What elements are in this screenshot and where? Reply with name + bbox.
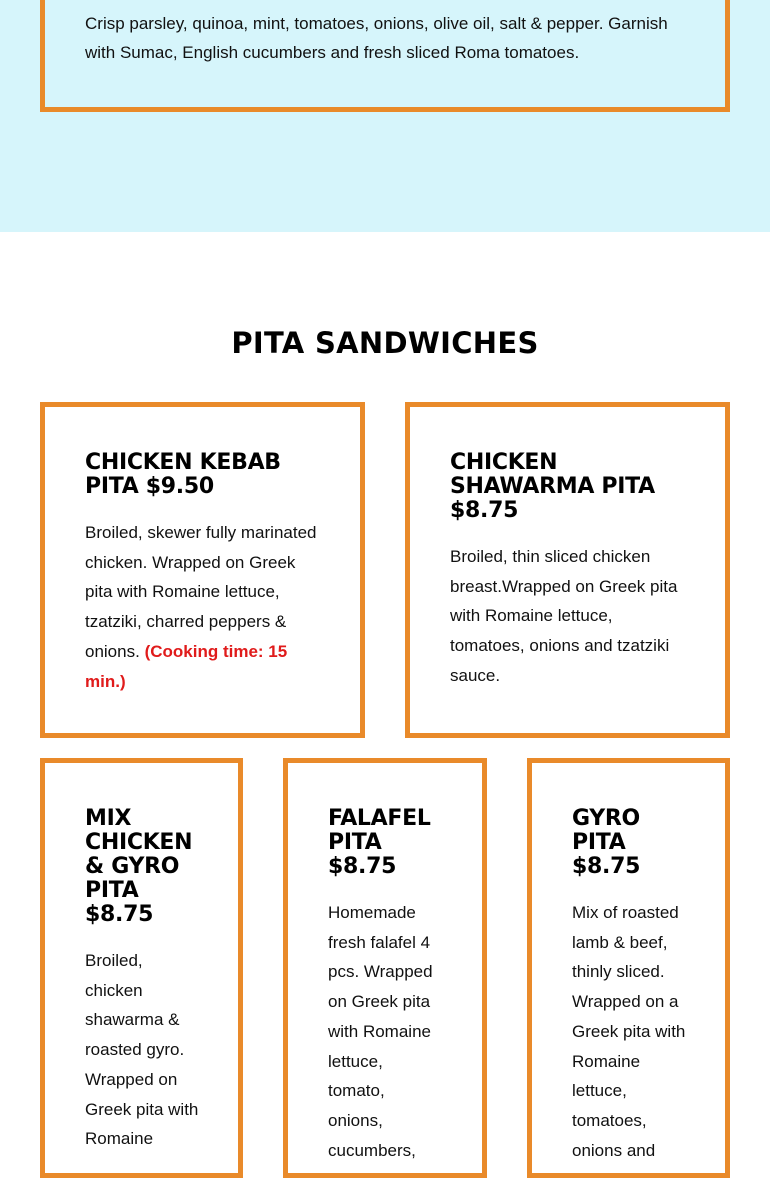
menu-item-description: Crisp parsley, quinoa, mint, tomatoes, onions, olive oil, salt & pepper. Garnish with Sumac, English cucumbers and fresh sliced Roma tomatoes. xyxy=(85,14,668,62)
menu-item-title: GYRO PITA $8.75 xyxy=(572,806,641,879)
menu-item-title: MIX CHICKEN & GYRO PITA $8.75 xyxy=(85,806,193,927)
menu-item-title: FALAFEL PITA $8.75 xyxy=(328,806,431,879)
menu-item-description-text: Broiled, skewer fully marinated chicken. Wrapped on Greek pita with Romaine lettuce, tzatziki, charred peppers & onions. xyxy=(85,523,317,661)
menu-item-card-gyro xyxy=(527,758,730,1178)
menu-item-card-chicken-shawarma xyxy=(405,402,730,738)
menu-item-card-top xyxy=(40,0,730,112)
menu-item-description: Homemade fresh falafel 4 pcs. Wrapped on Greek pita with Romaine lettuce, tomato, onions, cucumbers, xyxy=(328,903,433,1160)
menu-item-card-mix-chicken-gyro xyxy=(40,758,243,1178)
section-title: PITA SANDWICHES xyxy=(231,326,539,360)
menu-item-card-falafel xyxy=(283,758,487,1178)
menu-item-title: CHICKEN SHAWARMA PITA $8.75 xyxy=(450,450,655,523)
menu-item-description: Mix of roasted lamb & beef, thinly sliced. Wrapped on a Greek pita with Romaine lettuce, tomatoes, onions and xyxy=(572,903,686,1160)
menu-item-title: CHICKEN KEBAB PITA $9.50 xyxy=(85,450,281,499)
menu-item-description: Broiled, thin sliced chicken breast.Wrapped on Greek pita with Romaine lettuce, tomatoes, onions and tzatziki sauce. xyxy=(450,547,678,685)
top-section-background xyxy=(0,0,770,232)
menu-item-description: Broiled, chicken shawarma & roasted gyro. Wrapped on Greek pita with Romaine xyxy=(85,951,199,1149)
menu-item-description xyxy=(85,518,325,696)
menu-item-card-chicken-kebab xyxy=(40,402,365,738)
cooking-time-note: (Cooking time: 15 min.) xyxy=(85,641,288,691)
